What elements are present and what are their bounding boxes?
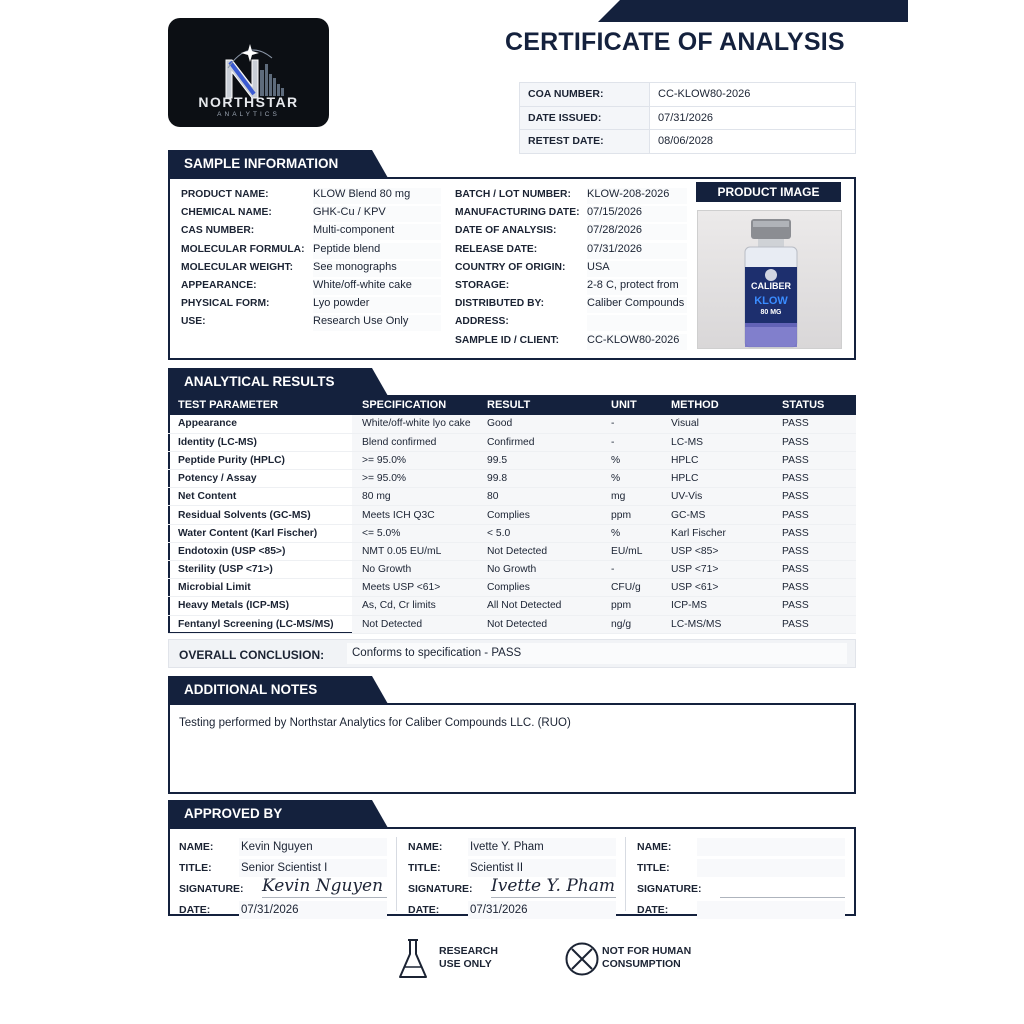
sample-field-value: Research Use Only xyxy=(313,315,441,331)
results-row xyxy=(168,415,856,433)
results-row xyxy=(168,579,856,597)
results-cell: Complies xyxy=(477,579,601,597)
results-cell: - xyxy=(601,415,661,433)
sample-field-label: BATCH / LOT NUMBER: xyxy=(455,189,571,200)
results-cell: Residual Solvents (GC-MS) xyxy=(168,506,352,524)
results-cell: Confirmed xyxy=(477,433,601,451)
retest-date-label: RETEST DATE: xyxy=(520,130,650,154)
sample-field-label: MANUFACTURING DATE: xyxy=(455,207,580,219)
results-cell: ng/g xyxy=(601,615,661,633)
approver-signature: Kevin Nguyen xyxy=(262,876,387,898)
product-image xyxy=(697,210,842,349)
col-specification: SPECIFICATION xyxy=(352,395,477,415)
results-cell: NMT 0.05 EU/mL xyxy=(352,542,477,560)
approver-date-label: DATE: xyxy=(179,904,211,916)
date-issued-value: 07/31/2026 xyxy=(650,106,856,130)
results-cell: GC-MS xyxy=(661,506,772,524)
results-cell: EU/mL xyxy=(601,542,661,560)
sample-field-label: DISTRIBUTED BY: xyxy=(455,298,545,310)
vial-image-icon xyxy=(698,211,843,350)
sample-field-label: CHEMICAL NAME: xyxy=(181,207,272,219)
approver-date-value: 07/31/2026 xyxy=(239,901,387,919)
date-issued-label: DATE ISSUED: xyxy=(520,106,650,130)
approver-name-value: Ivette Y. Pham xyxy=(468,838,616,856)
results-cell: 80 xyxy=(477,488,601,506)
results-cell: Complies xyxy=(477,506,601,524)
research-line-1: RESEARCH xyxy=(439,945,498,957)
approver-name-label: NAME: xyxy=(179,841,214,853)
results-cell: Visual xyxy=(661,415,772,433)
sample-field-value xyxy=(587,315,687,331)
results-cell: <= 5.0% xyxy=(352,524,477,542)
results-cell: 99.5 xyxy=(477,451,601,469)
results-cell: ICP-MS xyxy=(661,597,772,615)
approver-name-label: NAME: xyxy=(637,841,672,853)
sample-field-label: APPEARANCE: xyxy=(181,280,257,291)
results-cell: HPLC xyxy=(661,451,772,469)
results-cell: ppm xyxy=(601,597,661,615)
results-cell: Fentanyl Screening (LC-MS/MS) xyxy=(168,615,352,633)
approver-title-value: Senior Scientist I xyxy=(239,859,387,877)
results-cell: Appearance xyxy=(168,415,352,433)
conclusion-value: Conforms to specification - PASS xyxy=(347,643,847,664)
approver-title-value: Scientist II xyxy=(468,859,616,877)
results-cell: PASS xyxy=(772,561,856,579)
approver-name-value: Kevin Nguyen xyxy=(239,838,387,856)
results-cell: LC-MS/MS xyxy=(661,615,772,633)
results-cell: PASS xyxy=(772,488,856,506)
approver-signature xyxy=(720,876,845,898)
product-image-label: PRODUCT IMAGE xyxy=(696,182,841,202)
results-row xyxy=(168,433,856,451)
research-line-2: USE ONLY xyxy=(439,958,492,970)
vial-product: KLOW xyxy=(754,295,788,307)
results-cell: Meets USP <61> xyxy=(352,579,477,597)
sample-field-value: Multi-component xyxy=(313,224,441,240)
retest-date-value: 08/06/2028 xyxy=(650,130,856,154)
approver-date-label: DATE: xyxy=(637,904,669,916)
col-result: RESULT xyxy=(477,395,601,415)
results-cell: Not Detected xyxy=(352,615,477,633)
results-cell: PASS xyxy=(772,597,856,615)
approver-title-label: TITLE: xyxy=(179,862,212,874)
results-cell: % xyxy=(601,470,661,488)
approver-date-value xyxy=(697,901,845,919)
results-cell: % xyxy=(601,451,661,469)
results-cell: - xyxy=(601,561,661,579)
vial-brand: CALIBER xyxy=(751,281,791,291)
logo-subtitle: ANALYTICS xyxy=(217,111,280,118)
sample-field-label: COUNTRY OF ORIGIN: xyxy=(455,261,566,273)
results-row xyxy=(168,561,856,579)
not-for-human-badge xyxy=(564,941,692,982)
results-cell: USP <61> xyxy=(661,579,772,597)
coa-info-table xyxy=(519,82,856,154)
sample-field-label: ADDRESS: xyxy=(455,316,509,328)
results-cell: No Growth xyxy=(477,561,601,579)
human-line-2: CONSUMPTION xyxy=(602,958,681,970)
conclusion-label: OVERALL CONCLUSION: xyxy=(179,648,325,662)
approver-signature-label: SIGNATURE: xyxy=(179,883,244,895)
sample-field-label: STORAGE: xyxy=(455,280,510,291)
sample-field-value: USA xyxy=(587,261,687,277)
results-cell: PASS xyxy=(772,524,856,542)
sample-field-value: Caliber Compounds xyxy=(587,297,687,313)
sample-field-label: SAMPLE ID / CLIENT: xyxy=(455,334,560,346)
vial-dose: 80 MG xyxy=(760,309,782,316)
results-cell: White/off-white lyo cake xyxy=(352,415,477,433)
results-row xyxy=(168,542,856,560)
results-cell: mg xyxy=(601,488,661,506)
approver-title-label: TITLE: xyxy=(637,862,670,874)
sample-field-label: MOLECULAR FORMULA: xyxy=(181,243,305,255)
col-test-parameter: TEST PARAMETER xyxy=(168,395,352,415)
coa-number-label: COA NUMBER: xyxy=(520,83,650,107)
results-cell: Endotoxin (USP <85>) xyxy=(168,542,352,560)
col-method: METHOD xyxy=(661,395,772,415)
sample-field-value: See monographs xyxy=(313,261,441,277)
logo-wordmark: NORTHSTAR xyxy=(198,94,299,110)
results-cell: >= 95.0% xyxy=(352,451,477,469)
results-cell: - xyxy=(601,433,661,451)
approved-box xyxy=(168,827,856,916)
results-row xyxy=(168,488,856,506)
results-cell: Net Content xyxy=(168,488,352,506)
results-table xyxy=(168,395,856,634)
notes-box xyxy=(168,703,856,794)
coa-row xyxy=(520,130,856,154)
sample-field-value: GHK-Cu / KPV xyxy=(313,206,441,222)
results-row xyxy=(168,451,856,469)
sample-field-value: White/off-white cake xyxy=(313,279,441,295)
results-cell: Microbial Limit xyxy=(168,579,352,597)
results-cell: No Growth xyxy=(352,561,477,579)
results-cell: Not Detected xyxy=(477,542,601,560)
approver-title-value xyxy=(697,859,845,877)
approver-divider xyxy=(396,837,397,911)
sample-field-value: Peptide blend xyxy=(313,243,441,259)
prohibited-x-icon xyxy=(564,941,600,977)
approver-signature: Ivette Y. Pham xyxy=(491,876,615,896)
results-cell: < 5.0 xyxy=(477,524,601,542)
analytical-results-heading: ANALYTICAL RESULTS xyxy=(168,368,372,396)
approver-divider xyxy=(625,837,626,911)
header-band xyxy=(598,0,908,22)
results-cell: 80 mg xyxy=(352,488,477,506)
results-cell: PASS xyxy=(772,415,856,433)
results-cell: PASS xyxy=(772,451,856,469)
results-cell: USP <71> xyxy=(661,561,772,579)
approver-name-value xyxy=(697,838,845,856)
col-unit: UNIT xyxy=(601,395,661,415)
results-row xyxy=(168,470,856,488)
results-cell: PASS xyxy=(772,470,856,488)
results-cell: % xyxy=(601,524,661,542)
approved-by-heading: APPROVED BY xyxy=(168,800,372,828)
research-use-badge xyxy=(397,937,498,986)
results-cell: PASS xyxy=(772,506,856,524)
results-cell: PASS xyxy=(772,579,856,597)
results-cell: HPLC xyxy=(661,470,772,488)
document-title: CERTIFICATE OF ANALYSIS xyxy=(505,28,845,56)
results-cell: Water Content (Karl Fischer) xyxy=(168,524,352,542)
results-cell: PASS xyxy=(772,433,856,451)
sample-field-label: CAS NUMBER: xyxy=(181,225,255,237)
results-cell: Potency / Assay xyxy=(168,470,352,488)
approver-name-label: NAME: xyxy=(408,841,443,853)
conclusion-bar xyxy=(168,639,856,668)
results-cell: Meets ICH Q3C xyxy=(352,506,477,524)
results-cell: All Not Detected xyxy=(477,597,601,615)
results-row xyxy=(168,615,856,633)
results-cell: Sterility (USP <71>) xyxy=(168,561,352,579)
coa-row xyxy=(520,106,856,130)
results-cell: 99.8 xyxy=(477,470,601,488)
sample-field-label: RELEASE DATE: xyxy=(455,243,538,255)
results-cell: LC-MS xyxy=(661,433,772,451)
header-band-slant xyxy=(598,0,620,22)
results-cell: PASS xyxy=(772,542,856,560)
coa-number-value: CC-KLOW80-2026 xyxy=(650,83,856,107)
results-cell: CFU/g xyxy=(601,579,661,597)
approver-title-label: TITLE: xyxy=(408,862,441,874)
additional-notes-heading: ADDITIONAL NOTES xyxy=(168,676,372,704)
results-cell: USP <85> xyxy=(661,542,772,560)
results-row xyxy=(168,524,856,542)
sample-field-value: 2-8 C, protect from xyxy=(587,279,687,295)
approver-signature-label: SIGNATURE: xyxy=(408,883,473,895)
results-cell: >= 95.0% xyxy=(352,470,477,488)
results-row xyxy=(168,597,856,615)
results-cell: ppm xyxy=(601,506,661,524)
sample-field-label: PHYSICAL FORM: xyxy=(181,298,270,310)
results-cell: Blend confirmed xyxy=(352,433,477,451)
results-row xyxy=(168,506,856,524)
sample-info-box xyxy=(168,177,856,360)
sample-field-value: 07/28/2026 xyxy=(587,224,687,240)
approver-signature-label: SIGNATURE: xyxy=(637,883,702,895)
results-cell: Heavy Metals (ICP-MS) xyxy=(168,597,352,615)
sample-field-value: 07/31/2026 xyxy=(587,243,687,259)
sample-field-label: USE: xyxy=(181,316,206,328)
approver-date-value: 07/31/2026 xyxy=(468,901,616,919)
results-cell: Good xyxy=(477,415,601,433)
sample-field-value: KLOW-208-2026 xyxy=(587,188,687,204)
results-header-row xyxy=(168,395,856,415)
results-cell: PASS xyxy=(772,615,856,633)
coa-row xyxy=(520,83,856,107)
sample-field-label: PRODUCT NAME: xyxy=(181,189,269,200)
results-cell: As, Cd, Cr limits xyxy=(352,597,477,615)
sample-field-value: Lyo powder xyxy=(313,297,441,313)
sample-info-heading: SAMPLE INFORMATION xyxy=(168,150,372,178)
results-cell: Karl Fischer xyxy=(661,524,772,542)
col-status: STATUS xyxy=(772,395,856,415)
northstar-logo xyxy=(168,18,329,127)
flask-icon xyxy=(397,937,429,981)
results-cell: Peptide Purity (HPLC) xyxy=(168,451,352,469)
sample-field-value: CC-KLOW80-2026 xyxy=(587,334,687,350)
notes-text: Testing performed by Northstar Analytics for Caliber Compounds LLC. (RUO) xyxy=(179,717,571,729)
sample-field-label: DATE OF ANALYSIS: xyxy=(455,225,557,237)
sample-field-label: MOLECULAR WEIGHT: xyxy=(181,261,294,273)
sample-field-value: 07/15/2026 xyxy=(587,206,687,222)
results-body xyxy=(168,415,856,633)
results-cell: UV-Vis xyxy=(661,488,772,506)
results-cell: Not Detected xyxy=(477,615,601,633)
human-line-1: NOT FOR HUMAN xyxy=(602,945,692,957)
sample-field-value: KLOW Blend 80 mg xyxy=(313,188,441,204)
results-cell: Identity (LC-MS) xyxy=(168,433,352,451)
approver-date-label: DATE: xyxy=(408,904,440,916)
